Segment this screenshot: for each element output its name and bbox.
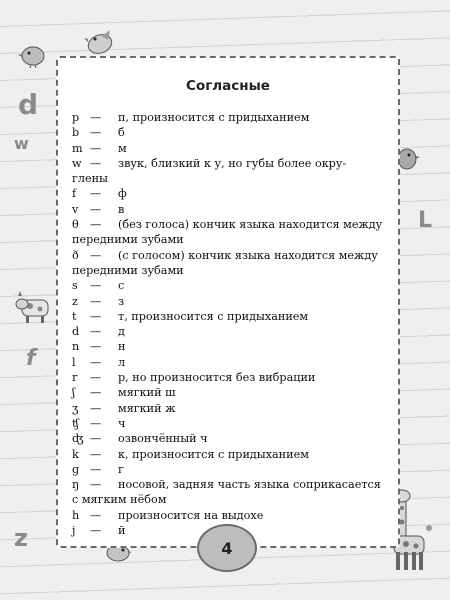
dash-separator: — — [90, 325, 102, 339]
pronunciation-description: мягкий ш — [118, 386, 176, 400]
page-number: 4 — [221, 538, 233, 558]
dash-separator: — — [90, 478, 102, 492]
pronunciation-description: к, произносится с придыханием — [118, 447, 309, 461]
consonant-row — [72, 278, 384, 293]
consonant-list — [72, 110, 384, 538]
pronunciation-description: мягкий ж — [118, 401, 176, 415]
decor-letter-z: z — [14, 524, 28, 552]
consonant-row — [72, 401, 384, 416]
pronunciation-description: д — [118, 325, 125, 339]
phonetic-symbol: h — [72, 508, 80, 522]
dash-separator: — — [90, 355, 102, 369]
consonant-row — [72, 110, 384, 125]
dash-separator: — — [90, 248, 102, 262]
dash-separator: — — [90, 111, 102, 124]
pronunciation-description: л — [118, 355, 126, 369]
pronunciation-description: с — [118, 279, 125, 293]
phonetic-symbol: ʒ — [72, 401, 79, 415]
pronunciation-description: (с голосом) кончик языка находится между — [118, 248, 378, 262]
phonetic-symbol: w — [72, 156, 82, 170]
dash-separator: — — [90, 371, 102, 385]
dash-separator: — — [90, 309, 102, 323]
dash-separator: — — [90, 340, 102, 354]
consonant-row — [72, 141, 384, 156]
consonant-row — [72, 309, 384, 324]
phonetic-symbol: j — [72, 524, 76, 538]
consonant-row — [72, 447, 384, 462]
phonetic-symbol: k — [72, 447, 79, 461]
consonant-row — [72, 416, 384, 431]
page-number-badge — [197, 524, 257, 572]
dash-separator: — — [90, 524, 102, 538]
phonetic-symbol: ʃ — [72, 386, 76, 400]
pronunciation-description: м — [118, 141, 127, 155]
consonant-row — [72, 355, 384, 370]
phonetic-symbol: m — [72, 141, 83, 155]
dash-separator: — — [90, 187, 102, 201]
consonant-row — [72, 248, 384, 263]
consonant-row — [72, 370, 384, 385]
pronunciation-description: ф — [118, 187, 127, 201]
description-continuation: с мягким нёбом — [72, 493, 167, 507]
bird-icon — [84, 28, 116, 58]
dash-separator: — — [90, 447, 102, 461]
pronunciation-description: носовой, задняя часть языка соприкасается — [118, 478, 381, 492]
bird-icon — [18, 40, 48, 68]
consonant-row — [72, 202, 384, 217]
consonant-row — [72, 156, 384, 171]
pronunciation-description: й — [118, 524, 126, 538]
phonetic-symbol: θ — [72, 218, 79, 232]
dash-separator: — — [90, 294, 102, 308]
consonant-row — [72, 339, 384, 354]
cow-icon — [14, 290, 54, 326]
phonetic-symbol: b — [72, 126, 80, 140]
pronunciation-description: произносится на выдохе — [118, 508, 264, 522]
description-continuation: глены — [72, 172, 108, 186]
pronunciation-description: б — [118, 126, 125, 140]
consonant-row — [72, 294, 384, 309]
dash-separator: — — [90, 508, 102, 522]
pronunciation-description: р, но произносится без вибрации — [118, 371, 316, 385]
decor-letter-f: f — [26, 346, 36, 371]
pronunciation-description: озвончённый ч — [118, 432, 208, 446]
consonant-row — [72, 186, 384, 201]
phonetic-symbol: s — [72, 279, 78, 293]
consonant-row — [72, 385, 384, 400]
consonant-row — [72, 217, 384, 232]
phonetic-symbol: z — [72, 294, 78, 308]
decor-letter-l: L — [418, 208, 433, 233]
consonant-row — [72, 125, 384, 140]
dash-separator: — — [90, 156, 102, 170]
pronunciation-description: н — [118, 340, 126, 354]
pronunciation-description: ч — [118, 416, 126, 430]
consonant-row — [72, 508, 384, 523]
phonetic-symbol: ŋ — [72, 478, 80, 492]
dash-separator: — — [90, 432, 102, 446]
description-continuation: передними зубами — [72, 263, 184, 277]
consonant-row — [72, 431, 384, 446]
description-continuation: передними зубами — [72, 233, 184, 247]
phonetic-symbol: t — [72, 309, 77, 323]
phonetic-symbol: p — [72, 111, 80, 124]
pronunciation-description: звук, близкий к у, но губы более окру- — [118, 156, 347, 170]
pronunciation-description: з — [118, 294, 125, 308]
decor-letter-d: d — [18, 88, 39, 121]
phonetic-symbol: r — [72, 371, 78, 385]
dash-separator: — — [90, 141, 102, 155]
dash-separator: — — [90, 401, 102, 415]
dash-separator: — — [90, 126, 102, 140]
consonant-row — [72, 477, 384, 492]
phonetic-symbol: ð — [72, 248, 79, 262]
phonetic-symbol: v — [72, 202, 79, 216]
dash-separator: — — [90, 462, 102, 476]
consonant-row — [72, 324, 384, 339]
phonetic-symbol: d — [72, 325, 80, 339]
phonetic-symbol: l — [72, 355, 76, 369]
phonetic-symbol: n — [72, 340, 80, 354]
pronunciation-description: в — [118, 202, 125, 216]
pronunciation-description: п, произносится с придыханием — [118, 111, 310, 124]
phonetic-symbol: g — [72, 462, 80, 476]
page-title: Согласные — [186, 78, 270, 94]
dash-separator: — — [90, 386, 102, 400]
dash-separator: — — [90, 202, 102, 216]
pronunciation-description: (без голоса) кончик языка находится между — [118, 218, 383, 232]
dash-separator: — — [90, 218, 102, 232]
pronunciation-description: т, произносится с придыханием — [118, 309, 309, 323]
decor-letter-w: w — [14, 134, 29, 153]
consonant-row — [72, 462, 384, 477]
dash-separator: — — [90, 279, 102, 293]
phonetic-symbol: ʤ — [72, 432, 84, 446]
dash-separator: — — [90, 416, 102, 430]
phonetic-symbol: ʧ — [72, 416, 79, 430]
phonetic-symbol: f — [72, 187, 77, 201]
pronunciation-description: г — [118, 462, 124, 476]
